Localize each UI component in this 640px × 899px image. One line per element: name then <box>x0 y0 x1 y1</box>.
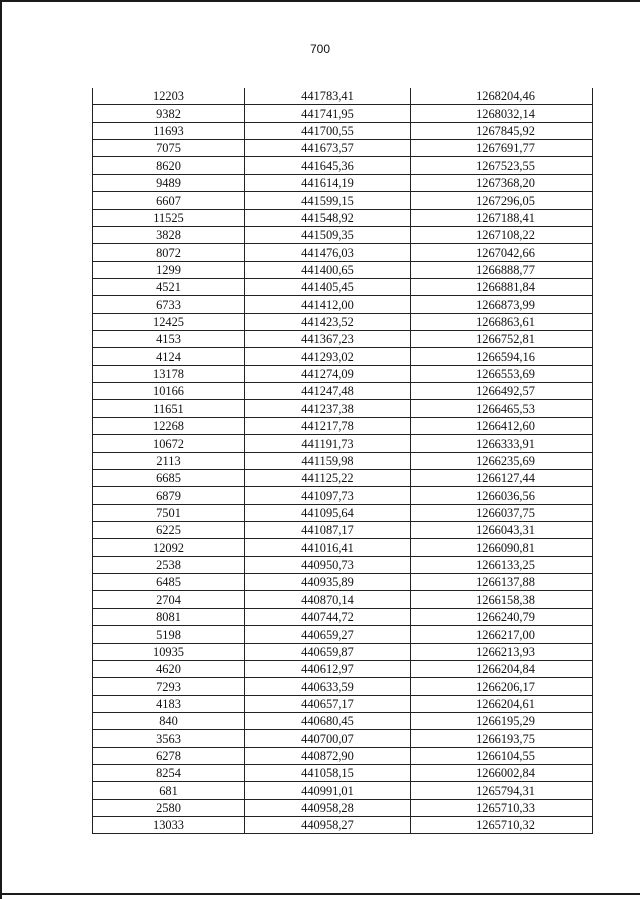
point-number-cell: 9489 <box>93 174 245 191</box>
point-number-cell: 10935 <box>93 643 245 660</box>
x-coordinate-cell: 441476,03 <box>245 244 411 261</box>
table-row <box>93 817 593 834</box>
point-number-cell: 13178 <box>93 365 245 382</box>
table-row <box>93 226 593 243</box>
table-row <box>93 643 593 660</box>
point-number-cell: 7075 <box>93 140 245 157</box>
table-row <box>93 521 593 538</box>
point-number-cell: 12203 <box>93 88 245 105</box>
point-number-cell: 681 <box>93 782 245 799</box>
x-coordinate-cell: 441423,52 <box>245 313 411 330</box>
point-number-cell: 8620 <box>93 157 245 174</box>
x-coordinate-cell: 441097,73 <box>245 487 411 504</box>
point-number-cell: 6879 <box>93 487 245 504</box>
table-row <box>93 469 593 486</box>
x-coordinate-cell: 440958,28 <box>245 799 411 816</box>
point-number-cell: 7293 <box>93 678 245 695</box>
point-number-cell: 3828 <box>93 226 245 243</box>
x-coordinate-cell: 441614,19 <box>245 174 411 191</box>
y-coordinate-cell: 1265794,31 <box>411 782 593 799</box>
point-number-cell: 10166 <box>93 383 245 400</box>
point-number-cell: 2538 <box>93 556 245 573</box>
point-number-cell: 6225 <box>93 521 245 538</box>
y-coordinate-cell: 1266036,56 <box>411 487 593 504</box>
y-coordinate-cell: 1266158,38 <box>411 591 593 608</box>
table-row <box>93 591 593 608</box>
x-coordinate-cell: 441095,64 <box>245 504 411 521</box>
table-row <box>93 678 593 695</box>
x-coordinate-cell: 441191,73 <box>245 435 411 452</box>
table-row <box>93 105 593 122</box>
y-coordinate-cell: 1266492,57 <box>411 383 593 400</box>
y-coordinate-cell: 1266002,84 <box>411 765 593 782</box>
coordinates-table <box>92 88 593 834</box>
x-coordinate-cell: 441412,00 <box>245 296 411 313</box>
x-coordinate-cell: 441217,78 <box>245 417 411 434</box>
x-coordinate-cell: 441783,41 <box>245 88 411 105</box>
table-row <box>93 157 593 174</box>
point-number-cell: 11525 <box>93 209 245 226</box>
point-number-cell: 2580 <box>93 799 245 816</box>
x-coordinate-cell: 440935,89 <box>245 574 411 591</box>
y-coordinate-cell: 1266752,81 <box>411 331 593 348</box>
x-coordinate-cell: 440870,14 <box>245 591 411 608</box>
point-number-cell: 8254 <box>93 765 245 782</box>
y-coordinate-cell: 1266235,69 <box>411 452 593 469</box>
x-coordinate-cell: 441509,35 <box>245 226 411 243</box>
y-coordinate-cell: 1266133,25 <box>411 556 593 573</box>
point-number-cell: 10672 <box>93 435 245 452</box>
y-coordinate-cell: 1267368,20 <box>411 174 593 191</box>
table-row <box>93 695 593 712</box>
point-number-cell: 7501 <box>93 504 245 521</box>
y-coordinate-cell: 1266594,16 <box>411 348 593 365</box>
point-number-cell: 2113 <box>93 452 245 469</box>
point-number-cell: 13033 <box>93 817 245 834</box>
table-row <box>93 487 593 504</box>
table-row <box>93 261 593 278</box>
y-coordinate-cell: 1266213,93 <box>411 643 593 660</box>
y-coordinate-cell: 1266204,84 <box>411 660 593 677</box>
y-coordinate-cell: 1266090,81 <box>411 539 593 556</box>
y-coordinate-cell: 1266888,77 <box>411 261 593 278</box>
y-coordinate-cell: 1266204,61 <box>411 695 593 712</box>
x-coordinate-cell: 441645,36 <box>245 157 411 174</box>
table-row <box>93 574 593 591</box>
x-coordinate-cell: 441247,48 <box>245 383 411 400</box>
x-coordinate-cell: 441405,45 <box>245 278 411 295</box>
table-row <box>93 192 593 209</box>
y-coordinate-cell: 1267523,55 <box>411 157 593 174</box>
x-coordinate-cell: 440991,01 <box>245 782 411 799</box>
point-number-cell: 4620 <box>93 660 245 677</box>
y-coordinate-cell: 1266863,61 <box>411 313 593 330</box>
point-number-cell: 4183 <box>93 695 245 712</box>
y-coordinate-cell: 1266465,53 <box>411 400 593 417</box>
x-coordinate-cell: 441367,23 <box>245 331 411 348</box>
table-body <box>93 88 593 834</box>
point-number-cell: 6685 <box>93 469 245 486</box>
y-coordinate-cell: 1267691,77 <box>411 140 593 157</box>
scan-border-left <box>0 0 2 899</box>
y-coordinate-cell: 1266881,84 <box>411 278 593 295</box>
y-coordinate-cell: 1266037,75 <box>411 504 593 521</box>
point-number-cell: 9382 <box>93 105 245 122</box>
point-number-cell: 6607 <box>93 192 245 209</box>
x-coordinate-cell: 440659,87 <box>245 643 411 660</box>
x-coordinate-cell: 441274,09 <box>245 365 411 382</box>
table-row <box>93 452 593 469</box>
table-row <box>93 556 593 573</box>
y-coordinate-cell: 1266104,55 <box>411 747 593 764</box>
x-coordinate-cell: 441087,17 <box>245 521 411 538</box>
point-number-cell: 4124 <box>93 348 245 365</box>
table-row <box>93 365 593 382</box>
table-row <box>93 313 593 330</box>
y-coordinate-cell: 1266043,31 <box>411 521 593 538</box>
table-row <box>93 174 593 191</box>
point-number-cell: 6485 <box>93 574 245 591</box>
table-row <box>93 140 593 157</box>
table-row <box>93 88 593 105</box>
table-row <box>93 331 593 348</box>
x-coordinate-cell: 441125,22 <box>245 469 411 486</box>
table-row <box>93 730 593 747</box>
table-row <box>93 122 593 139</box>
x-coordinate-cell: 441599,15 <box>245 192 411 209</box>
scan-border-bottom <box>0 893 640 895</box>
y-coordinate-cell: 1267042,66 <box>411 244 593 261</box>
y-coordinate-cell: 1266873,99 <box>411 296 593 313</box>
table-row <box>93 626 593 643</box>
table-row <box>93 539 593 556</box>
y-coordinate-cell: 1266195,29 <box>411 712 593 729</box>
x-coordinate-cell: 440659,27 <box>245 626 411 643</box>
point-number-cell: 4153 <box>93 331 245 348</box>
table-row <box>93 608 593 625</box>
x-coordinate-cell: 440633,59 <box>245 678 411 695</box>
point-number-cell: 1299 <box>93 261 245 278</box>
x-coordinate-cell: 441741,95 <box>245 105 411 122</box>
y-coordinate-cell: 1266217,00 <box>411 626 593 643</box>
x-coordinate-cell: 441237,38 <box>245 400 411 417</box>
x-coordinate-cell: 441700,55 <box>245 122 411 139</box>
table-row <box>93 417 593 434</box>
point-number-cell: 2704 <box>93 591 245 608</box>
point-number-cell: 12425 <box>93 313 245 330</box>
table-row <box>93 504 593 521</box>
y-coordinate-cell: 1267296,05 <box>411 192 593 209</box>
x-coordinate-cell: 440958,27 <box>245 817 411 834</box>
table-row <box>93 400 593 417</box>
y-coordinate-cell: 1266127,44 <box>411 469 593 486</box>
point-number-cell: 4521 <box>93 278 245 295</box>
table-row <box>93 209 593 226</box>
y-coordinate-cell: 1267845,92 <box>411 122 593 139</box>
point-number-cell: 12268 <box>93 417 245 434</box>
point-number-cell: 11693 <box>93 122 245 139</box>
x-coordinate-cell: 440680,45 <box>245 712 411 729</box>
point-number-cell: 12092 <box>93 539 245 556</box>
table-row <box>93 782 593 799</box>
y-coordinate-cell: 1267108,22 <box>411 226 593 243</box>
x-coordinate-cell: 441400,65 <box>245 261 411 278</box>
table-row <box>93 278 593 295</box>
y-coordinate-cell: 1266553,69 <box>411 365 593 382</box>
point-number-cell: 6733 <box>93 296 245 313</box>
x-coordinate-cell: 440872,90 <box>245 747 411 764</box>
table-row <box>93 435 593 452</box>
table-row <box>93 383 593 400</box>
table-row <box>93 244 593 261</box>
x-coordinate-cell: 440950,73 <box>245 556 411 573</box>
x-coordinate-cell: 441548,92 <box>245 209 411 226</box>
coordinates-table-container <box>92 88 592 834</box>
y-coordinate-cell: 1266240,79 <box>411 608 593 625</box>
y-coordinate-cell: 1268204,46 <box>411 88 593 105</box>
scan-border-top <box>0 0 640 2</box>
y-coordinate-cell: 1268032,14 <box>411 105 593 122</box>
y-coordinate-cell: 1265710,32 <box>411 817 593 834</box>
x-coordinate-cell: 440657,17 <box>245 695 411 712</box>
y-coordinate-cell: 1265710,33 <box>411 799 593 816</box>
x-coordinate-cell: 441673,57 <box>245 140 411 157</box>
x-coordinate-cell: 440612,97 <box>245 660 411 677</box>
point-number-cell: 840 <box>93 712 245 729</box>
point-number-cell: 5198 <box>93 626 245 643</box>
table-row <box>93 296 593 313</box>
y-coordinate-cell: 1266333,91 <box>411 435 593 452</box>
table-row <box>93 765 593 782</box>
y-coordinate-cell: 1267188,41 <box>411 209 593 226</box>
y-coordinate-cell: 1266412,60 <box>411 417 593 434</box>
point-number-cell: 6278 <box>93 747 245 764</box>
x-coordinate-cell: 440744,72 <box>245 608 411 625</box>
page-number: 700 <box>309 42 331 56</box>
table-row <box>93 348 593 365</box>
point-number-cell: 8081 <box>93 608 245 625</box>
table-row <box>93 660 593 677</box>
x-coordinate-cell: 441159,98 <box>245 452 411 469</box>
x-coordinate-cell: 441293,02 <box>245 348 411 365</box>
table-row <box>93 799 593 816</box>
y-coordinate-cell: 1266206,17 <box>411 678 593 695</box>
table-row <box>93 747 593 764</box>
y-coordinate-cell: 1266193,75 <box>411 730 593 747</box>
point-number-cell: 11651 <box>93 400 245 417</box>
table-row <box>93 712 593 729</box>
y-coordinate-cell: 1266137,88 <box>411 574 593 591</box>
x-coordinate-cell: 441058,15 <box>245 765 411 782</box>
point-number-cell: 3563 <box>93 730 245 747</box>
point-number-cell: 8072 <box>93 244 245 261</box>
x-coordinate-cell: 441016,41 <box>245 539 411 556</box>
x-coordinate-cell: 440700,07 <box>245 730 411 747</box>
